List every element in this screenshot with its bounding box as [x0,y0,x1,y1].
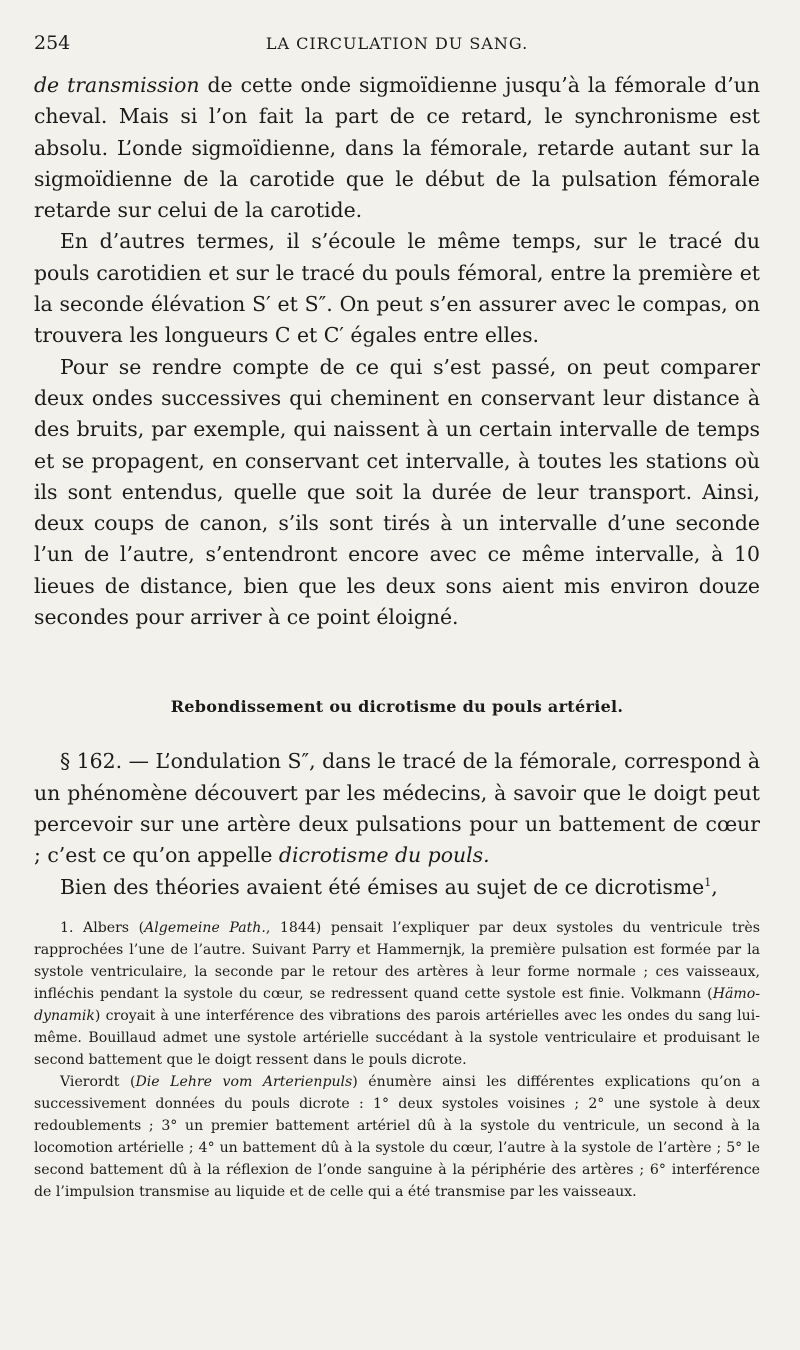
footnote-text: Vierordt ( [60,1073,136,1090]
paragraph-text: Bien des théories avaient été émises au sujet de ce dicrotisme [60,874,705,899]
footnote-italic: Algemeine Path. [144,919,266,936]
page-header [34,32,760,62]
footnote-1 [34,917,760,1071]
paragraph-2: En d’autres termes, il s’écoule le même temps, sur le tracé du pouls carotidien et sur le tracé du pouls fémoral, entre la première et la seconde élévation S′ et S″. On peut s’en assurer avec le compas, on trouvera les longueurs C et C′ égales entre elles. [34,229,760,348]
footnote-text: 1. Albers ( [60,919,145,936]
footnote-reference: 1 [704,875,712,889]
page-number: 254 [34,32,71,54]
footnote-text: ) énumère ainsi les différentes explications qu’on a successivement données du pouls dicrote : 1° deux systoles voisines ; 2° une systole à deux redoublements ; 3° un premier battement artériel dû à la systole du ventricule, un second à la locomotion artérielle ; 4° un battement dû à la systole du cœur, l’autre à la systole de l’artère ; 5° le second battement dû à la réflexion de l’onde sanguine à la périphérie des artères ; 6° interférence de l’impulsion transmise au liquide et de celle qui a été transmise par les vaisseaux. [34,1073,760,1200]
footnote-text: , 1844) pensait l’expliquer par deux systoles du ventricule très rapprochées l’une de l’autre. Suivant Parry et Hammernjk, la première pulsation est formée par la systole ventriculaire, la seconde par le retour des artères à leur forme normale ; ces vaisseaux, infléchis pendant la systole du cœur, se redressent quand cette systole est finie. Volkmann ( [34,919,760,1002]
footnote-text: ) croyait à une interférence des vibrations des parois artérielles avec les ondes du sang lui-même. Bouillaud admet une systole artérielle succédant à la systole ventriculaire et produisant le second battement que le doigt ressent dans le pouls dicrote. [34,1007,760,1068]
section-text [34,746,760,902]
italic-phrase: dicrotisme du pouls. [278,843,490,868]
italic-phrase: de transmission [34,73,200,97]
paragraph-3: Pour se rendre compte de ce qui s’est passé, on peut comparer deux ondes successives qui cheminent en conservant leur distance à des bruits, par exemple, qui naissent à un certain intervalle de temps et se propagent, en conservant cet intervalle, à toutes les stations où ils sont entendus, quelle que soit la durée de leur transport. Ainsi, deux coups de canon, s’ils sont tirés à un intervalle d’une seconde l’un de l’autre, s’entendront encore avec ce même intervalle, à 10 lieues de distance, bien que les deux sons aient mis environ douze secondes pour arriver à ce point éloigné. [34,354,760,630]
running-title: LA CIRCULATION DU SANG. [265,34,529,53]
paragraph-5 [34,872,760,903]
paragraph-end: , [711,874,718,899]
footnote-2 [34,1071,760,1203]
paragraph-1 [34,70,760,226]
section-title: Rebondissement ou dicrotisme du pouls artériel. [170,697,624,717]
footnote-italic: Die Lehre vom Arterienpuls [135,1073,353,1090]
paragraph-text: de cette onde sigmoïdienne jusqu’à la fémorale d’un cheval. Mais si l’on fait la part de ce retard, le synchronisme est absolu. L’onde sigmoïdienne, dans la fémorale, retarde autant sur la sigmoïdienne de la carotide que le début de la pulsation fémorale retarde sur celui de la carotide. [34,73,760,223]
footnotes [34,917,760,1203]
paragraph-text: § 162. — L’ondulation S″, dans le tracé de la fémorale, correspond à un phénomène découvert par les médecins, à savoir que le doigt peut percevoir sur une artère deux pulsations pour un battement de cœur ; c’est ce qu’on appelle [34,749,760,868]
footnote-italic: Hämo-dynamik [34,985,760,1024]
paragraph-4 [34,746,760,871]
main-text [34,70,760,633]
